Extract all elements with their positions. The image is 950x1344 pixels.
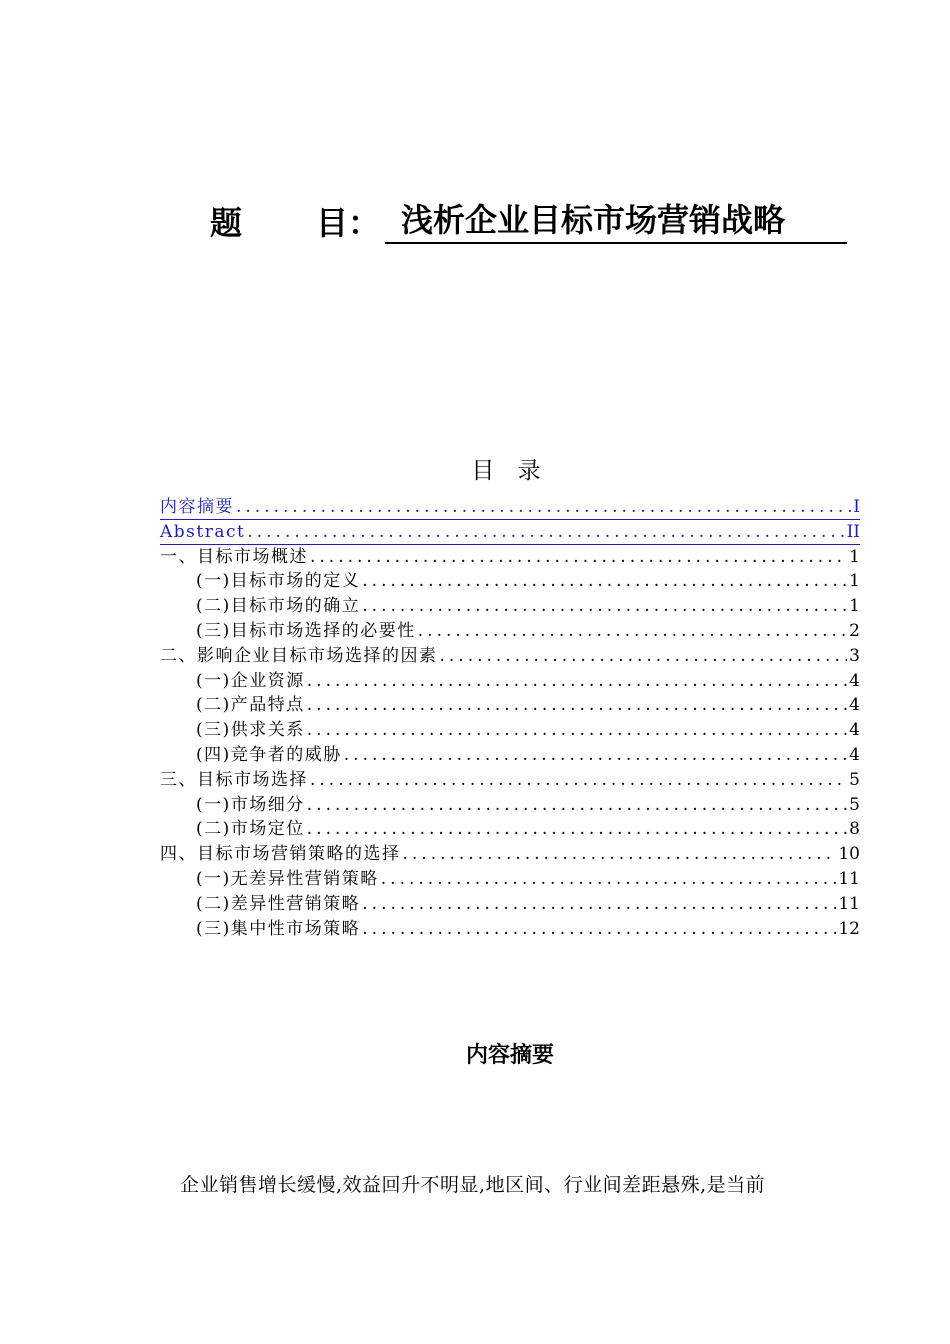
toc-link-entry[interactable]: [160, 520, 860, 545]
toc-dot-leader: [236, 495, 851, 520]
abstract-heading: 内容摘要: [465, 1043, 554, 1068]
toc-dot-leader: [307, 693, 847, 718]
toc-entry: [160, 768, 860, 793]
toc-entry-title: 三、目标市场选择: [160, 769, 308, 790]
title-label: 题 目：: [210, 204, 381, 242]
toc-entry-title: (四)竞争者的威胁: [196, 744, 342, 765]
toc-page-number: I: [853, 497, 860, 517]
toc-entry: [160, 867, 860, 892]
title-text: 浅析企业目标市场营销战略: [385, 198, 847, 244]
toc-dot-leader: [381, 867, 837, 892]
document-title: [210, 198, 850, 248]
toc-dot-leader: [362, 594, 847, 619]
toc-entry: [160, 842, 860, 867]
toc-page-number: 4: [849, 720, 860, 741]
toc-dot-leader: [362, 892, 836, 917]
toc-dot-leader: [310, 545, 847, 570]
toc-entry-title: (三)供求关系: [196, 720, 305, 741]
toc-entry: [160, 892, 860, 917]
toc-entry-title: (二)差异性营销策略: [196, 893, 361, 914]
toc-entry: [160, 917, 860, 942]
toc-dot-leader: [440, 644, 848, 669]
toc-dot-leader: [362, 569, 847, 594]
toc-page-number: 11: [838, 893, 860, 914]
toc-entry: [160, 569, 860, 594]
toc-entry-title: (二)市场定位: [196, 819, 305, 840]
toc-page-number: 5: [849, 769, 860, 790]
toc-entry-title: 内容摘要: [160, 497, 234, 517]
toc-page-number: 11: [838, 868, 860, 889]
toc-page-number: 1: [849, 571, 860, 592]
toc-dot-leader: [344, 743, 847, 768]
toc-page-number: 2: [849, 620, 860, 641]
toc-page-number: 4: [849, 695, 860, 716]
toc-dot-leader: [307, 817, 847, 842]
toc-entry: [160, 693, 860, 718]
toc-page-number: 1: [849, 596, 860, 617]
toc-page-number: 1: [849, 546, 860, 567]
toc-page-number: 4: [849, 744, 860, 765]
toc-entry: [160, 644, 860, 669]
toc-entry: [160, 545, 860, 570]
toc-entry: [160, 743, 860, 768]
toc-entry-title: 四、目标市场营销策略的选择: [160, 844, 401, 865]
abstract-body-paragraph: 企业销售增长缓慢,效益回升不明显,地区间、行业间差距悬殊,是当前: [180, 1174, 766, 1196]
toc-page-number: 3: [849, 645, 860, 666]
toc-dot-leader: [310, 768, 847, 793]
toc-page-number: 5: [849, 794, 860, 815]
toc-entry-title: (一)无差异性营销策略: [196, 868, 379, 889]
toc-entry-title: (三)集中性市场策略: [196, 918, 361, 939]
toc-dot-leader: [247, 520, 844, 545]
toc-entry: [160, 619, 860, 644]
toc-dot-leader: [307, 718, 847, 743]
toc-entry-title: Abstract: [160, 521, 246, 542]
toc-entry: [160, 594, 860, 619]
toc-entry-title: (二)产品特点: [196, 695, 305, 716]
toc-heading: 目 录: [471, 458, 549, 484]
toc-dot-leader: [307, 793, 847, 818]
table-of-contents: [160, 495, 860, 941]
toc-entry: [160, 718, 860, 743]
toc-entry-title: (一)目标市场的定义: [196, 571, 361, 592]
toc-page-number: II: [846, 521, 860, 542]
toc-page-number: 8: [849, 819, 860, 840]
toc-entry-title: (一)企业资源: [196, 670, 305, 691]
toc-entry-title: (三)目标市场选择的必要性: [196, 620, 416, 641]
toc-dot-leader: [362, 917, 836, 942]
toc-dot-leader: [418, 619, 847, 644]
toc-entry: [160, 793, 860, 818]
toc-dot-leader: [403, 842, 837, 867]
toc-link-entry[interactable]: [160, 495, 860, 520]
toc-entry-title: (一)市场细分: [196, 794, 305, 815]
toc-entry-title: 一、目标市场概述: [160, 546, 308, 567]
toc-entry-title: 二、影响企业目标市场选择的因素: [160, 645, 438, 666]
toc-entry: [160, 817, 860, 842]
toc-page-number: 4: [849, 670, 860, 691]
toc-entry: [160, 669, 860, 694]
toc-dot-leader: [307, 669, 847, 694]
toc-page-number: 12: [838, 918, 860, 939]
toc-page-number: 10: [838, 844, 860, 865]
toc-entry-title: (二)目标市场的确立: [196, 596, 361, 617]
